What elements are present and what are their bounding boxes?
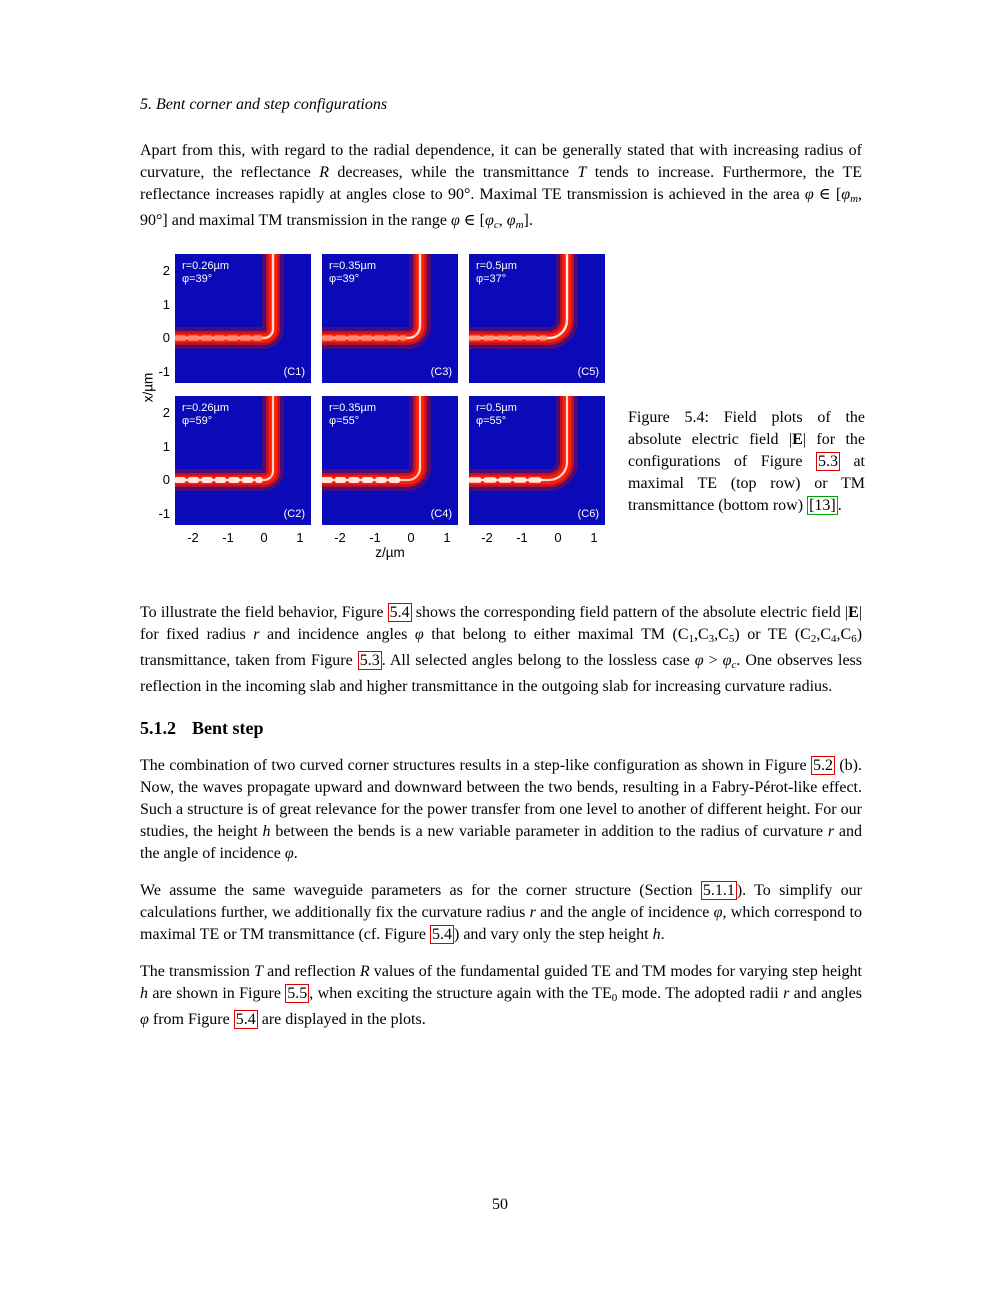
panel-id-label: (C5) [577, 366, 599, 378]
text-segment: R [319, 164, 330, 181]
text-segment: φ [804, 186, 814, 203]
text-segment: h [652, 926, 661, 943]
x-tick-label: 1 [443, 530, 451, 545]
field-plot-panel-c3 [322, 254, 458, 383]
panel-phi-label: φ=39° [329, 273, 360, 285]
panel-id-label: (C4) [430, 508, 452, 520]
text-segment: from Figure [148, 1011, 234, 1028]
x-tick-label: -1 [516, 530, 528, 545]
section-number: 5.1.2 [140, 718, 176, 738]
figure-ref-link[interactable]: 5.3 [359, 652, 380, 669]
text-segment: ). To simplify our calculations further, we additionally fix the curvature radius [140, 882, 863, 921]
figure-ref-link[interactable]: 5.2 [812, 757, 833, 774]
y-tick-label: -1 [158, 364, 170, 379]
text-segment: r [827, 823, 835, 840]
text-segment: . [660, 926, 665, 943]
paragraph-step-2 [140, 880, 862, 946]
text-segment: φ [841, 186, 851, 203]
text-segment: 0 [611, 992, 618, 1004]
text-segment: . One observes less reflection in the incoming slab and higher transmittance in the outgoing slab for increasing curvature radius. [140, 652, 862, 695]
text-segment: , when exciting the structure again with the TE [309, 985, 612, 1002]
text-segment: decreases, while the transmittance [329, 164, 578, 181]
text-segment: φ [713, 904, 723, 921]
section-title: Bent step [192, 718, 264, 738]
text-segment: . [837, 497, 842, 514]
x-tick-label: 1 [296, 530, 304, 545]
page-number: 50 [492, 1196, 508, 1213]
text-segment: φ [694, 652, 704, 669]
text-segment: ∈ [ [459, 212, 485, 229]
text-segment: at maximal TE (top row) or TM transmittance (bottom row) [628, 453, 865, 514]
text-segment: m [515, 219, 524, 231]
panel-params-label [182, 260, 229, 286]
text-segment: r [253, 626, 260, 643]
text-segment: ,C [714, 626, 729, 643]
text-segment: R [359, 963, 370, 980]
text-segment: c [731, 659, 737, 671]
x-tick-label: -1 [222, 530, 234, 545]
panel-id-label: (C6) [577, 508, 599, 520]
x-tick-label: -2 [481, 530, 493, 545]
panel-params-label [476, 402, 517, 428]
text-segment: , [498, 212, 507, 229]
panel-params-label [329, 402, 376, 428]
text-segment: 1 [688, 633, 694, 645]
text-segment: (b). Now, the waves propagate upward and downward between the two bends, resulting in a Fabry-Pérot-like effect. Such a structure is of great relevance for the power transfer from one level to another of different height. For our studies, the height [140, 757, 863, 840]
x-tick-label: 0 [554, 530, 562, 545]
text-segment: ) or TE (C [734, 626, 811, 643]
text-segment: and angles [789, 985, 863, 1002]
panel-phi-label: φ=55° [329, 415, 360, 427]
text-segment: E [848, 604, 859, 621]
text-segment: r [529, 904, 536, 921]
paragraph-intro [140, 140, 862, 236]
paragraph-step-3 [140, 961, 862, 1031]
figure-ref-link[interactable]: 5.4 [432, 926, 452, 943]
text-segment: c [493, 219, 499, 231]
x-tick-label: 1 [590, 530, 598, 545]
text-segment: m [850, 193, 859, 205]
field-plot-panel-c5 [469, 254, 605, 383]
panel-params-label [476, 260, 517, 286]
text-segment: h [262, 823, 271, 840]
text-segment: between the bends is a new variable parameter in addition to the radius of curvature [270, 823, 828, 840]
figure-ref-link[interactable]: 5.1.1 [702, 882, 735, 899]
paragraph-field-behavior [140, 602, 862, 698]
y-tick-label: 2 [162, 263, 170, 278]
text-segment: 2 [810, 633, 817, 645]
text-segment: h [140, 985, 148, 1002]
field-plot-panel-c6 [469, 396, 605, 525]
y-tick-label: -1 [158, 506, 170, 521]
panel-id-label: (C3) [430, 366, 452, 378]
text-segment: . All selected angles belong to the lossless case [381, 652, 695, 669]
figure-5-4 [140, 254, 866, 572]
text-segment: φ [484, 212, 494, 229]
text-segment: , 90°] and maximal TM transmission in the range [140, 186, 863, 229]
text-segment: φ [450, 212, 460, 229]
x-tick-label: 0 [260, 530, 268, 545]
text-segment: mode. The adopted radii [617, 985, 784, 1002]
text-segment: r [783, 985, 790, 1002]
text-segment: . [293, 845, 298, 862]
text-segment: φ [284, 845, 294, 862]
text-segment: and the angle of incidence [140, 823, 862, 862]
x-tick-label: -2 [334, 530, 346, 545]
figure-ref-link[interactable]: 5.3 [817, 453, 838, 470]
figure-caption [628, 407, 865, 517]
text-segment: and incidence angles [259, 626, 415, 643]
text-segment: | for the configurations of Figure [628, 431, 866, 470]
text-segment: To illustrate the field behavior, Figure [140, 604, 388, 621]
panel-id-label: (C2) [283, 508, 305, 520]
text-segment: The transmission [140, 963, 255, 980]
text-segment: We assume the same waveguide parameters as for the corner structure (Section [140, 882, 701, 899]
y-tick-label: 2 [162, 405, 170, 420]
text-segment: Figure 5.4: Field plots of the absolute electric field | [628, 409, 865, 448]
citation-link[interactable]: [13] [809, 497, 836, 514]
text-segment: φ [722, 652, 732, 669]
text-segment: 5 [728, 633, 735, 645]
text-segment: ∈ [ [813, 186, 842, 203]
text-segment: ]. [523, 212, 533, 229]
text-segment: φ [506, 212, 516, 229]
text-segment: and the angle of incidence [535, 904, 714, 921]
figure-ref-link[interactable]: 5.5 [287, 985, 308, 1002]
paragraph-step-1 [140, 755, 862, 865]
running-head: 5. Bent corner and step configurations [140, 96, 388, 113]
section-heading-bent-step [140, 718, 862, 739]
y-tick-label: 1 [162, 439, 170, 454]
y-tick-label: 0 [162, 472, 170, 487]
panel-r-label: r=0.35µm [329, 260, 376, 272]
page-content [140, 96, 866, 1046]
text-segment: φ [140, 1011, 149, 1028]
panel-r-label: r=0.26µm [182, 402, 229, 414]
panel-r-label: r=0.5µm [476, 260, 517, 272]
text-segment: 3 [708, 633, 715, 645]
figure-ref-link[interactable]: 5.4 [389, 604, 410, 621]
text-segment: T [577, 164, 587, 181]
x-tick-label: -1 [369, 530, 381, 545]
text-segment: that belong to either maximal TM (C [423, 626, 689, 643]
text-segment: > [703, 652, 723, 669]
text-segment: 4 [831, 633, 837, 645]
field-plot-panel-c4 [322, 396, 458, 525]
text-segment: ,C [816, 626, 832, 643]
x-tick-label: 0 [407, 530, 415, 545]
panel-params-label [182, 402, 229, 428]
text-segment: The combination of two curved corner structures results in a step-like configuration as shown in Figure [140, 757, 811, 774]
panel-phi-label: φ=39° [182, 273, 213, 285]
text-segment: T [254, 963, 263, 980]
text-segment: 6 [851, 633, 857, 645]
panel-r-label: r=0.26µm [182, 260, 229, 272]
y-tick-label: 0 [162, 330, 170, 345]
field-plot-panel-c2 [175, 396, 311, 525]
text-segment: and reflection [262, 963, 360, 980]
text-segment: are displayed in the plots. [257, 1011, 426, 1028]
text-segment: φ [414, 626, 424, 643]
y-axis-label: x/µm [140, 372, 156, 403]
text-segment: ) transmittance, taken from Figure [140, 626, 863, 669]
panel-phi-label: φ=55° [476, 415, 507, 427]
text-segment: ) and vary only the step height [454, 926, 653, 943]
panel-id-label: (C1) [283, 366, 305, 378]
text-segment: shows the corresponding field pattern of the absolute electric field | [411, 604, 849, 621]
panel-phi-label: φ=59° [182, 415, 213, 427]
text-segment: ,C [694, 626, 709, 643]
text-segment: are shown in Figure [148, 985, 286, 1002]
text-segment: values of the fundamental guided TE and TM modes for varying step height [369, 963, 863, 980]
field-plot-panel-c1 [175, 254, 311, 383]
panel-r-label: r=0.5µm [476, 402, 517, 414]
text-segment: E [792, 431, 803, 448]
text-segment: tends to increase. Furthermore, the TE reflectance increases rapidly at angles close to 90°. Maximal TE transmission is achieved in the area [140, 164, 863, 203]
figure-ref-link[interactable]: 5.4 [235, 1011, 256, 1028]
y-tick-label: 1 [162, 297, 170, 312]
text-segment: ,C [836, 626, 852, 643]
x-tick-label: -2 [187, 530, 199, 545]
panel-r-label: r=0.35µm [329, 402, 376, 414]
panel-phi-label: φ=37° [476, 273, 507, 285]
x-axis-label: z/µm [375, 545, 405, 560]
text-segment: Apart from this, with regard to the radial dependence, it can be generally stated that with increasing radius of curvature, the reflectance [140, 142, 862, 181]
text-segment: , which correspond to maximal TE or TM transmittance (cf. Figure [140, 904, 863, 943]
panel-params-label [329, 260, 376, 286]
text-segment: | for fixed radius [140, 604, 862, 643]
